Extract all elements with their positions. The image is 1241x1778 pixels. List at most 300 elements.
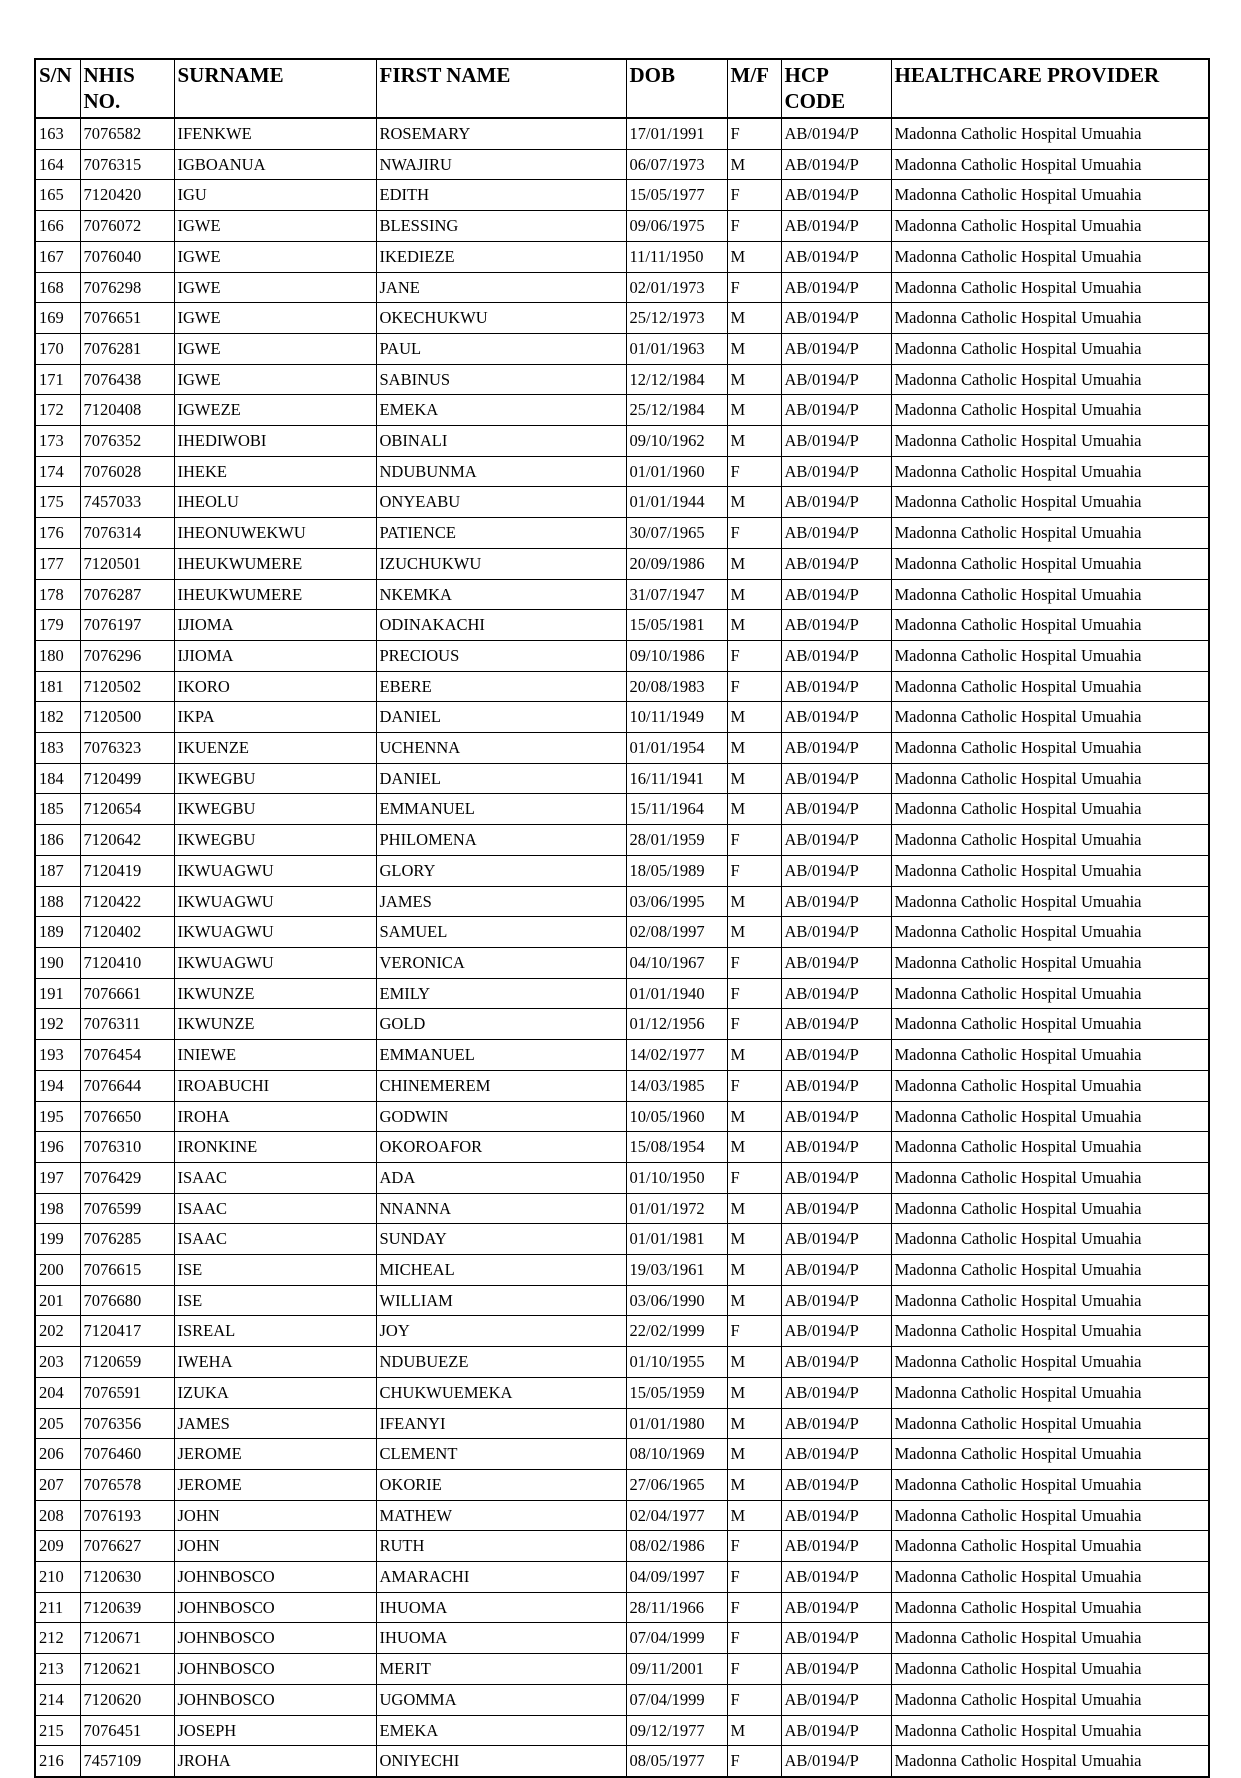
cell-sn: 189 [35, 917, 80, 948]
cell-sex: M [727, 794, 781, 825]
cell-dob: 15/05/1981 [626, 610, 727, 641]
cell-healthcare-provider: Madonna Catholic Hospital Umuahia [891, 917, 1209, 948]
table-row [35, 1531, 1209, 1562]
cell-surname: IZUKA [174, 1377, 376, 1408]
cell-first-name: RUTH [376, 1531, 626, 1562]
cell-dob: 18/05/1989 [626, 855, 727, 886]
cell-surname: IGWE [174, 241, 376, 272]
cell-hcp-code: AB/0194/P [781, 978, 891, 1009]
cell-sex: M [727, 1377, 781, 1408]
cell-surname: JOSEPH [174, 1715, 376, 1746]
cell-sn: 186 [35, 825, 80, 856]
cell-first-name: ROSEMARY [376, 118, 626, 149]
cell-sn: 210 [35, 1562, 80, 1593]
cell-sex: F [727, 640, 781, 671]
cell-sex: M [727, 610, 781, 641]
cell-first-name: NWAJIRU [376, 149, 626, 180]
cell-hcp-code: AB/0194/P [781, 702, 891, 733]
table-row [35, 272, 1209, 303]
cell-first-name: EMMANUEL [376, 1040, 626, 1071]
cell-dob: 01/01/1960 [626, 456, 727, 487]
cell-sn: 196 [35, 1132, 80, 1163]
table-row [35, 1285, 1209, 1316]
cell-hcp-code: AB/0194/P [781, 1009, 891, 1040]
cell-sn: 165 [35, 180, 80, 211]
cell-nhis-no: 7120671 [80, 1623, 174, 1654]
cell-sn: 166 [35, 211, 80, 242]
cell-sex: M [727, 1500, 781, 1531]
table-row [35, 610, 1209, 641]
cell-healthcare-provider: Madonna Catholic Hospital Umuahia [891, 1715, 1209, 1746]
table-row [35, 1684, 1209, 1715]
cell-healthcare-provider: Madonna Catholic Hospital Umuahia [891, 149, 1209, 180]
cell-first-name: GLORY [376, 855, 626, 886]
cell-first-name: NNANNA [376, 1193, 626, 1224]
cell-dob: 16/11/1941 [626, 763, 727, 794]
header-row [35, 59, 1209, 118]
cell-nhis-no: 7120654 [80, 794, 174, 825]
cell-nhis-no: 7076311 [80, 1009, 174, 1040]
table-row [35, 1469, 1209, 1500]
cell-dob: 12/12/1984 [626, 364, 727, 395]
cell-sn: 202 [35, 1316, 80, 1347]
cell-surname: IKWUAGWU [174, 886, 376, 917]
cell-hcp-code: AB/0194/P [781, 1316, 891, 1347]
cell-healthcare-provider: Madonna Catholic Hospital Umuahia [891, 1377, 1209, 1408]
cell-healthcare-provider: Madonna Catholic Hospital Umuahia [891, 303, 1209, 334]
cell-nhis-no: 7076599 [80, 1193, 174, 1224]
cell-sex: F [727, 1562, 781, 1593]
cell-nhis-no: 7076680 [80, 1285, 174, 1316]
enrollee-table [34, 58, 1210, 1778]
cell-first-name: EMEKA [376, 395, 626, 426]
cell-sn: 206 [35, 1439, 80, 1470]
cell-surname: IKORO [174, 671, 376, 702]
table-row [35, 702, 1209, 733]
cell-healthcare-provider: Madonna Catholic Hospital Umuahia [891, 1009, 1209, 1040]
cell-first-name: PRECIOUS [376, 640, 626, 671]
cell-dob: 31/07/1947 [626, 579, 727, 610]
cell-nhis-no: 7076451 [80, 1715, 174, 1746]
cell-nhis-no: 7120419 [80, 855, 174, 886]
cell-dob: 15/05/1977 [626, 180, 727, 211]
cell-healthcare-provider: Madonna Catholic Hospital Umuahia [891, 1469, 1209, 1500]
cell-nhis-no: 7076356 [80, 1408, 174, 1439]
table-row [35, 518, 1209, 549]
cell-nhis-no: 7457033 [80, 487, 174, 518]
cell-sex: F [727, 118, 781, 149]
cell-dob: 01/01/1980 [626, 1408, 727, 1439]
cell-surname: JROHA [174, 1746, 376, 1777]
cell-hcp-code: AB/0194/P [781, 610, 891, 641]
cell-surname: IJIOMA [174, 640, 376, 671]
cell-dob: 10/05/1960 [626, 1101, 727, 1132]
cell-nhis-no: 7076287 [80, 579, 174, 610]
cell-healthcare-provider: Madonna Catholic Hospital Umuahia [891, 548, 1209, 579]
table-row [35, 1715, 1209, 1746]
cell-sex: F [727, 855, 781, 886]
cell-first-name: ONIYECHI [376, 1746, 626, 1777]
cell-dob: 08/10/1969 [626, 1439, 727, 1470]
cell-first-name: IZUCHUKWU [376, 548, 626, 579]
cell-healthcare-provider: Madonna Catholic Hospital Umuahia [891, 1193, 1209, 1224]
header-sn: S/N [35, 59, 80, 118]
cell-dob: 07/04/1999 [626, 1623, 727, 1654]
cell-sn: 213 [35, 1654, 80, 1685]
cell-sn: 194 [35, 1070, 80, 1101]
cell-sex: F [727, 1654, 781, 1685]
cell-dob: 01/01/1972 [626, 1193, 727, 1224]
cell-dob: 28/01/1959 [626, 825, 727, 856]
cell-healthcare-provider: Madonna Catholic Hospital Umuahia [891, 610, 1209, 641]
cell-surname: IFENKWE [174, 118, 376, 149]
cell-sn: 215 [35, 1715, 80, 1746]
cell-hcp-code: AB/0194/P [781, 763, 891, 794]
cell-first-name: JAMES [376, 886, 626, 917]
cell-nhis-no: 7076460 [80, 1439, 174, 1470]
cell-surname: IHEDIWOBI [174, 426, 376, 457]
cell-first-name: SABINUS [376, 364, 626, 395]
cell-dob: 01/01/1981 [626, 1224, 727, 1255]
cell-surname: JOHNBOSCO [174, 1592, 376, 1623]
cell-surname: JEROME [174, 1469, 376, 1500]
cell-dob: 02/08/1997 [626, 917, 727, 948]
cell-surname: IKWUAGWU [174, 947, 376, 978]
cell-nhis-no: 7120408 [80, 395, 174, 426]
cell-nhis-no: 7120659 [80, 1347, 174, 1378]
cell-nhis-no: 7076315 [80, 149, 174, 180]
cell-surname: IKWUAGWU [174, 855, 376, 886]
cell-first-name: MERIT [376, 1654, 626, 1685]
cell-surname: IKWUAGWU [174, 917, 376, 948]
table-row [35, 118, 1209, 149]
cell-healthcare-provider: Madonna Catholic Hospital Umuahia [891, 211, 1209, 242]
cell-sex: M [727, 579, 781, 610]
cell-hcp-code: AB/0194/P [781, 733, 891, 764]
cell-surname: ISAAC [174, 1224, 376, 1255]
table-row [35, 1500, 1209, 1531]
table-row [35, 1224, 1209, 1255]
cell-hcp-code: AB/0194/P [781, 794, 891, 825]
cell-nhis-no: 7076438 [80, 364, 174, 395]
cell-hcp-code: AB/0194/P [781, 1746, 891, 1777]
cell-surname: IKWEGBU [174, 763, 376, 794]
cell-first-name: OKECHUKWU [376, 303, 626, 334]
cell-hcp-code: AB/0194/P [781, 917, 891, 948]
table-row [35, 671, 1209, 702]
cell-surname: IHEONUWEKWU [174, 518, 376, 549]
cell-sex: F [727, 518, 781, 549]
cell-sex: M [727, 241, 781, 272]
cell-first-name: NDUBUNMA [376, 456, 626, 487]
cell-dob: 09/11/2001 [626, 1654, 727, 1685]
cell-healthcare-provider: Madonna Catholic Hospital Umuahia [891, 1347, 1209, 1378]
cell-healthcare-provider: Madonna Catholic Hospital Umuahia [891, 426, 1209, 457]
cell-hcp-code: AB/0194/P [781, 1562, 891, 1593]
table-row [35, 180, 1209, 211]
cell-sn: 195 [35, 1101, 80, 1132]
table-row [35, 1101, 1209, 1132]
cell-surname: ISE [174, 1255, 376, 1286]
cell-hcp-code: AB/0194/P [781, 1592, 891, 1623]
cell-sn: 188 [35, 886, 80, 917]
cell-hcp-code: AB/0194/P [781, 947, 891, 978]
cell-nhis-no: 7076650 [80, 1101, 174, 1132]
table-row [35, 1439, 1209, 1470]
cell-first-name: SAMUEL [376, 917, 626, 948]
table-row [35, 1562, 1209, 1593]
cell-nhis-no: 7076615 [80, 1255, 174, 1286]
cell-nhis-no: 7076072 [80, 211, 174, 242]
cell-dob: 14/02/1977 [626, 1040, 727, 1071]
cell-surname: JOHN [174, 1500, 376, 1531]
table-row [35, 1070, 1209, 1101]
cell-sn: 171 [35, 364, 80, 395]
cell-sn: 214 [35, 1684, 80, 1715]
cell-healthcare-provider: Madonna Catholic Hospital Umuahia [891, 1562, 1209, 1593]
cell-sn: 164 [35, 149, 80, 180]
table-row [35, 1654, 1209, 1685]
cell-dob: 01/01/1963 [626, 333, 727, 364]
cell-nhis-no: 7076661 [80, 978, 174, 1009]
cell-sn: 197 [35, 1162, 80, 1193]
cell-first-name: GOLD [376, 1009, 626, 1040]
cell-surname: IHEKE [174, 456, 376, 487]
cell-hcp-code: AB/0194/P [781, 1377, 891, 1408]
cell-dob: 04/09/1997 [626, 1562, 727, 1593]
cell-sex: F [727, 947, 781, 978]
table-row [35, 733, 1209, 764]
cell-hcp-code: AB/0194/P [781, 1408, 891, 1439]
cell-hcp-code: AB/0194/P [781, 364, 891, 395]
table-row [35, 456, 1209, 487]
cell-first-name: EBERE [376, 671, 626, 702]
cell-hcp-code: AB/0194/P [781, 1469, 891, 1500]
cell-hcp-code: AB/0194/P [781, 456, 891, 487]
cell-nhis-no: 7120417 [80, 1316, 174, 1347]
cell-nhis-no: 7076352 [80, 426, 174, 457]
cell-dob: 28/11/1966 [626, 1592, 727, 1623]
cell-hcp-code: AB/0194/P [781, 426, 891, 457]
table-body [35, 118, 1209, 1777]
cell-surname: IKWUNZE [174, 1009, 376, 1040]
cell-sex: M [727, 1285, 781, 1316]
cell-hcp-code: AB/0194/P [781, 272, 891, 303]
cell-dob: 14/03/1985 [626, 1070, 727, 1101]
cell-healthcare-provider: Madonna Catholic Hospital Umuahia [891, 118, 1209, 149]
cell-surname: IRONKINE [174, 1132, 376, 1163]
cell-nhis-no: 7076296 [80, 640, 174, 671]
cell-sex: M [727, 395, 781, 426]
cell-dob: 27/06/1965 [626, 1469, 727, 1500]
cell-healthcare-provider: Madonna Catholic Hospital Umuahia [891, 1162, 1209, 1193]
cell-healthcare-provider: Madonna Catholic Hospital Umuahia [891, 395, 1209, 426]
cell-sex: M [727, 1193, 781, 1224]
cell-first-name: CLEMENT [376, 1439, 626, 1470]
cell-dob: 08/02/1986 [626, 1531, 727, 1562]
cell-sex: M [727, 1408, 781, 1439]
cell-hcp-code: AB/0194/P [781, 1132, 891, 1163]
cell-nhis-no: 7076591 [80, 1377, 174, 1408]
cell-nhis-no: 7076651 [80, 303, 174, 334]
cell-nhis-no: 7076644 [80, 1070, 174, 1101]
cell-nhis-no: 7120500 [80, 702, 174, 733]
cell-sn: 212 [35, 1623, 80, 1654]
cell-healthcare-provider: Madonna Catholic Hospital Umuahia [891, 579, 1209, 610]
cell-nhis-no: 7076281 [80, 333, 174, 364]
cell-sn: 190 [35, 947, 80, 978]
cell-hcp-code: AB/0194/P [781, 1715, 891, 1746]
table-row [35, 917, 1209, 948]
cell-sn: 176 [35, 518, 80, 549]
cell-surname: IGU [174, 180, 376, 211]
cell-sex: M [727, 702, 781, 733]
cell-nhis-no: 7120642 [80, 825, 174, 856]
table-row [35, 1746, 1209, 1777]
cell-dob: 10/11/1949 [626, 702, 727, 733]
cell-sex: M [727, 364, 781, 395]
cell-dob: 07/04/1999 [626, 1684, 727, 1715]
cell-surname: ISREAL [174, 1316, 376, 1347]
cell-sn: 201 [35, 1285, 80, 1316]
cell-dob: 25/12/1984 [626, 395, 727, 426]
cell-nhis-no: 7120422 [80, 886, 174, 917]
cell-hcp-code: AB/0194/P [781, 518, 891, 549]
cell-hcp-code: AB/0194/P [781, 211, 891, 242]
cell-dob: 08/05/1977 [626, 1746, 727, 1777]
cell-sn: 207 [35, 1469, 80, 1500]
cell-nhis-no: 7076285 [80, 1224, 174, 1255]
cell-sn: 163 [35, 118, 80, 149]
cell-sn: 187 [35, 855, 80, 886]
cell-dob: 04/10/1967 [626, 947, 727, 978]
cell-surname: JEROME [174, 1439, 376, 1470]
header-dob: DOB [626, 59, 727, 118]
cell-first-name: JANE [376, 272, 626, 303]
table-row [35, 1162, 1209, 1193]
cell-healthcare-provider: Madonna Catholic Hospital Umuahia [891, 763, 1209, 794]
cell-first-name: EMMANUEL [376, 794, 626, 825]
cell-dob: 15/05/1959 [626, 1377, 727, 1408]
table-row [35, 855, 1209, 886]
cell-dob: 17/01/1991 [626, 118, 727, 149]
cell-first-name: PHILOMENA [376, 825, 626, 856]
cell-hcp-code: AB/0194/P [781, 1285, 891, 1316]
cell-sn: 208 [35, 1500, 80, 1531]
cell-surname: IHEUKWUMERE [174, 579, 376, 610]
cell-sex: F [727, 1531, 781, 1562]
cell-surname: IGWE [174, 272, 376, 303]
cell-surname: IKWEGBU [174, 825, 376, 856]
cell-first-name: WILLIAM [376, 1285, 626, 1316]
cell-dob: 15/11/1964 [626, 794, 727, 825]
cell-nhis-no: 7076454 [80, 1040, 174, 1071]
table-row [35, 303, 1209, 334]
cell-sn: 167 [35, 241, 80, 272]
cell-hcp-code: AB/0194/P [781, 395, 891, 426]
cell-healthcare-provider: Madonna Catholic Hospital Umuahia [891, 1224, 1209, 1255]
cell-sn: 180 [35, 640, 80, 671]
cell-sex: F [727, 1592, 781, 1623]
cell-healthcare-provider: Madonna Catholic Hospital Umuahia [891, 1040, 1209, 1071]
cell-sn: 175 [35, 487, 80, 518]
cell-hcp-code: AB/0194/P [781, 1040, 891, 1071]
cell-sn: 170 [35, 333, 80, 364]
cell-dob: 03/06/1990 [626, 1285, 727, 1316]
cell-hcp-code: AB/0194/P [781, 1684, 891, 1715]
cell-healthcare-provider: Madonna Catholic Hospital Umuahia [891, 825, 1209, 856]
cell-first-name: DANIEL [376, 763, 626, 794]
cell-healthcare-provider: Madonna Catholic Hospital Umuahia [891, 855, 1209, 886]
cell-first-name: IHUOMA [376, 1592, 626, 1623]
cell-surname: JOHNBOSCO [174, 1562, 376, 1593]
cell-surname: ISAAC [174, 1193, 376, 1224]
cell-first-name: SUNDAY [376, 1224, 626, 1255]
cell-sex: F [727, 1684, 781, 1715]
cell-dob: 22/02/1999 [626, 1316, 727, 1347]
cell-surname: IROABUCHI [174, 1070, 376, 1101]
cell-nhis-no: 7076298 [80, 272, 174, 303]
cell-dob: 01/01/1940 [626, 978, 727, 1009]
cell-sex: F [727, 1162, 781, 1193]
cell-surname: IHEOLU [174, 487, 376, 518]
cell-sex: F [727, 1623, 781, 1654]
cell-first-name: EDITH [376, 180, 626, 211]
cell-healthcare-provider: Madonna Catholic Hospital Umuahia [891, 1285, 1209, 1316]
cell-first-name: JOY [376, 1316, 626, 1347]
cell-hcp-code: AB/0194/P [781, 1070, 891, 1101]
cell-surname: JAMES [174, 1408, 376, 1439]
header-sex: M/F [727, 59, 781, 118]
cell-sex: F [727, 456, 781, 487]
cell-nhis-no: 7120639 [80, 1592, 174, 1623]
cell-healthcare-provider: Madonna Catholic Hospital Umuahia [891, 180, 1209, 211]
cell-first-name: OBINALI [376, 426, 626, 457]
cell-healthcare-provider: Madonna Catholic Hospital Umuahia [891, 1408, 1209, 1439]
cell-healthcare-provider: Madonna Catholic Hospital Umuahia [891, 1531, 1209, 1562]
cell-sex: F [727, 825, 781, 856]
cell-hcp-code: AB/0194/P [781, 1224, 891, 1255]
cell-first-name: NKEMKA [376, 579, 626, 610]
cell-first-name: ODINAKACHI [376, 610, 626, 641]
cell-sex: M [727, 548, 781, 579]
cell-hcp-code: AB/0194/P [781, 1193, 891, 1224]
table-row [35, 947, 1209, 978]
header-nhis-no: NHIS NO. [80, 59, 174, 118]
cell-sex: M [727, 149, 781, 180]
cell-healthcare-provider: Madonna Catholic Hospital Umuahia [891, 702, 1209, 733]
cell-sex: M [727, 1040, 781, 1071]
table-row [35, 1623, 1209, 1654]
header-first-name: FIRST NAME [376, 59, 626, 118]
cell-nhis-no: 7076323 [80, 733, 174, 764]
table-row [35, 364, 1209, 395]
table-row [35, 149, 1209, 180]
cell-surname: JOHNBOSCO [174, 1623, 376, 1654]
table-row [35, 579, 1209, 610]
cell-dob: 02/04/1977 [626, 1500, 727, 1531]
cell-dob: 01/12/1956 [626, 1009, 727, 1040]
cell-sn: 193 [35, 1040, 80, 1071]
table-row [35, 241, 1209, 272]
cell-dob: 25/12/1973 [626, 303, 727, 334]
cell-hcp-code: AB/0194/P [781, 118, 891, 149]
cell-surname: IHEUKWUMERE [174, 548, 376, 579]
cell-nhis-no: 7076193 [80, 1500, 174, 1531]
cell-hcp-code: AB/0194/P [781, 149, 891, 180]
cell-nhis-no: 7076310 [80, 1132, 174, 1163]
cell-dob: 09/12/1977 [626, 1715, 727, 1746]
